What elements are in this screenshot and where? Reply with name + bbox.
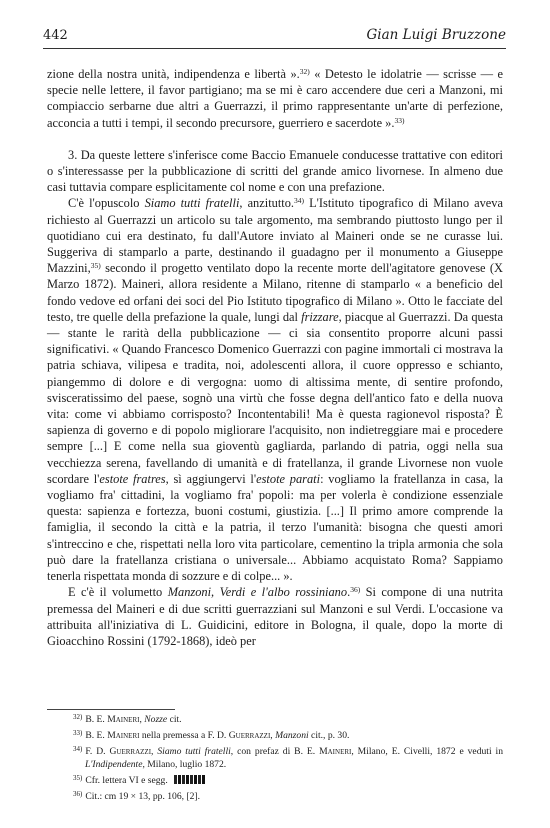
italic-text: estote parati <box>256 471 321 486</box>
text-run: L'Istituto tipografico di Milano aveva richiesto al Guerrazzi un articolo su tale argomento, ma sembrando piuttosto lungo per il quotidiano cui era destinato, fu dall'Autore inviato al Maineri onde se ne curasse lui. Suggeriva di stamparlo a parte, destinando il guadagno per il monumento a Giuseppe Mazzini, <box>47 196 503 276</box>
text-run: secondo il progetto ventilato dopo la recente morte dell'agitatore genovese (X Marzo 1872). Maineri, allora residente a Milano, ritenne di stamparlo « a beneficio del fondo vedove ed orfani dei soci del Pio Istituto tipografico di Milano ». Otto le facciate del testo, tre quelle della prefazione la quale, lungi dal <box>47 261 503 324</box>
footnote <box>47 730 503 742</box>
text-run: 3. Da queste lettere s'inferisce come Baccio Emanuele conducesse trattative con editori o s'interessasse per la pubblicazione di scritti del grande amico livornese. In almeno due casi tuttavia compare esplicitamente col nome e con una prefazione. <box>47 147 503 195</box>
text-run: , piacque al Guerrazzi. Da questa — stante le rarità della pubblicazione — ci sia consentito proporre alcuni passi significativi. « Quando Francesco Domenico Guerrazzi con pagine immortali ci mostrava la patria schiava, vilipesa e tradita, noi, adolescenti allora, il cuore oppresso e schianto, piangemmo di dolore e di vergogna: uomo di altissima mente, di sentire profondo, svisceratissimo del paese, sognò una virtù che fosse degna dell'antico fato e della nuova vita: come vi abbiamo corrisposto? Incontentabili! Ma è questa ragionevol risposta? È sapienza di governo e di popolo migliorare l'acquisito, non indietreggiare mai e procedere sempre [...] E come nella sua gioventù gagliarda, parlando di patria, oggi nella sua vecchiezza serena, favellando di umanità e di fratellanza, il grande Livornese non vuole scordare l' <box>47 309 503 486</box>
footnote-text: , Milano, E. Civelli, 1872 e veduti in <box>351 746 504 758</box>
footnote-italic: L'Indipendente <box>85 758 143 770</box>
footnote-text: , <box>139 714 145 725</box>
footnote-italic: Nozze <box>144 714 168 725</box>
footnote-number: 36) <box>73 790 83 799</box>
footnote-text: Cit.: cm 19 × 13, pp. 106, [2]. <box>85 791 201 803</box>
footnote-number: 35) <box>73 773 83 782</box>
footnote-text: , Milano, luglio 1872. <box>142 758 227 770</box>
italic-text: Siamo tutti fratelli <box>144 196 240 211</box>
author-name: Guerrazzi <box>228 730 271 742</box>
footnote-number: 34) <box>73 745 83 754</box>
footnote-reference: 34) <box>294 196 305 206</box>
footnote-text: Cfr. lettera VI e segg. <box>85 774 168 786</box>
author-name: Guerrazzi <box>109 746 152 758</box>
text-run: . <box>347 585 351 600</box>
footnote-text: cit. <box>167 714 182 725</box>
footnote <box>47 746 503 770</box>
footnote <box>47 775 503 787</box>
footnote-reference: 35) <box>90 261 101 271</box>
footnote-text: B. E. <box>85 714 108 725</box>
page-header <box>43 26 506 49</box>
footnotes <box>47 714 503 807</box>
text-run: zione della nostra unità, indipendenza e libertà ». <box>47 67 300 81</box>
footnote-text: B. E. <box>85 730 108 742</box>
text-run: « Detesto le idolatrie — scrisse — e specie nelle lettere, il favor partigiano; ma se mi è caro accendere due ceri a Manzoni, mi compiaccio serbarne due altri a Guerrazzi, il primo rappresentante un'arte di perfezione, acconcia a tutti i tempi, il secondo precursore, guerriero e sacerdote ». <box>47 67 504 130</box>
text-run: Si compone di una nutrita premessa del Maineri e di due scritti guerrazziani sul Manzoni e sul Verdi. L'occasione va attribuita all'iniziativa di L. Guidicini, editore in Bologna, il quale, dopo la morte di Gioacchino Rossini (1792-1868), ideò per <box>47 585 503 648</box>
footnote <box>47 714 503 726</box>
text-run: C'è l'opuscolo <box>68 196 145 211</box>
text-run: , sì aggiungervi l' <box>165 471 257 486</box>
footnote-number: 33) <box>73 729 83 738</box>
italic-text: frizzare <box>301 309 339 324</box>
author-name: Maineri <box>107 714 140 725</box>
footnote-italic: Siamo tutti fratelli <box>157 746 231 758</box>
footnote-text: , <box>151 746 158 758</box>
footnote-reference: 33) <box>394 115 405 125</box>
text-run: , anzitutto. <box>239 196 295 211</box>
footnote-reference: 36) <box>350 585 361 595</box>
footnote-text: nella premessa a F. D. <box>139 730 229 742</box>
page-number: 442 <box>43 28 68 43</box>
text-run: : vogliamo la fratellanza in casa, la vogliamo fra' cittadini, la vogliamo fra' popoli: ma per volerla è condizione essenziale questa: sapienza e fortezza, buoni costumi, giustizia. [...] Il primo amore comprende la famiglia, il secondo la città e la patria, il terzo l'umanità: bisogna che questi amori s'intreccino e che, rispettati nella loro vita particolare, cementino la tripla armonia che sola può dare la fratellanza cristiana o universale... Abbiamo acquistato Roma? Sappiamo tenerla rispettata monda di sozzure e di colpe... ». <box>47 471 504 584</box>
footnote-text: , con prefaz di B. E. <box>230 746 320 758</box>
italic-text: Manzoni, Verdi e l'albo rossiniano <box>167 585 348 600</box>
author-name: Maineri <box>107 730 140 742</box>
paragraph <box>47 195 503 584</box>
paragraph <box>47 66 503 131</box>
footnote-text: F. D. <box>85 746 110 758</box>
footnote-text: , <box>270 730 276 742</box>
body-text <box>47 66 503 649</box>
footnote-rule <box>47 709 175 710</box>
footnote-number: 32) <box>73 713 83 721</box>
footnote <box>47 791 503 803</box>
paragraph <box>47 147 503 196</box>
footnote-text: cit., p. 30. <box>308 730 350 742</box>
running-head: Gian Luigi Bruzzone <box>366 27 506 43</box>
text-run: E c'è il volumetto <box>68 585 168 600</box>
paragraph <box>47 584 503 649</box>
footnote-reference: 32) <box>299 67 310 76</box>
author-name: Maineri <box>319 746 352 758</box>
italic-text: estote fratres <box>99 471 166 486</box>
ink-blot <box>174 775 206 784</box>
footnote-italic: Manzoni <box>275 730 309 742</box>
